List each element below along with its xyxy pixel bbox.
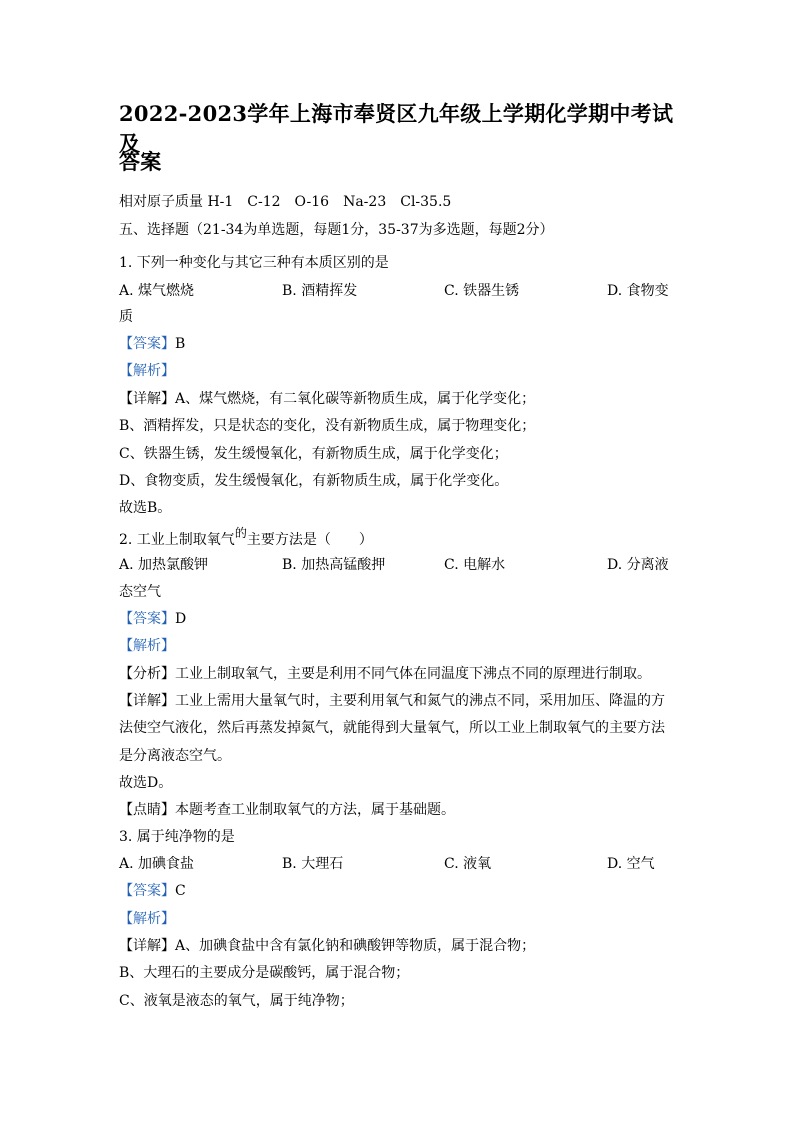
q2-option-c: C. 电解水: [444, 557, 506, 573]
q3-detail-text-1: A、加碘食盐中含有氯化钠和碘酸钾等物质，属于混合物；: [175, 938, 536, 954]
q1-answer-tag: 【答案】: [119, 336, 175, 352]
q1-detail-line-4: D、食物变质，发生缓慢氧化，有新物质生成，属于化学变化。: [119, 473, 509, 489]
q1-conclusion: 故选B。: [119, 500, 172, 516]
q1-detail-line-3: C、铁器生锈，发生缓慢氧化，有新物质生成，属于化学变化；: [119, 446, 508, 462]
section-heading: 五、选择题（21-34为单选题，每题1分，35-37为多选题，每题2分）: [119, 222, 554, 238]
q3-option-a: A. 加碘食盐: [119, 856, 195, 872]
q3-detail-tag: 【详解】: [119, 938, 175, 954]
q1-answer: [119, 333, 185, 353]
q1-option-c: C. 铁器生锈: [444, 283, 520, 299]
q3-option-b: B. 大理石: [282, 856, 344, 872]
q1-option-b: B. 酒精挥发: [282, 283, 358, 299]
q3-detail-line-2: B、大理石的主要成分是碳酸钙，属于混合物；: [119, 965, 410, 981]
q2-detail-text-1: 工业上需用大量氧气时，主要利用氧气和氮气的沸点不同，采用加压、降温的方: [175, 693, 665, 709]
q1-detail-text-1: A、煤气燃烧，有二氧化碳等新物质生成，属于化学变化；: [175, 391, 536, 407]
q2-detail-line-2: 法使空气液化，然后再蒸发掉氮气，就能得到大量氧气，所以工业上制取氧气的主要方法: [119, 720, 665, 736]
q1-option-a: A. 煤气燃烧: [119, 283, 195, 299]
q1-stem: 1. 下列一种变化与其它三种有本质区别的是: [119, 255, 389, 271]
q2-detail-line-1: [119, 690, 665, 710]
document-title-line-1: 2022-2023学年上海市奉贤区九年级上学期化学期中考试及: [119, 101, 674, 156]
q2-answer-value: D: [175, 611, 187, 627]
q2-answer-tag: 【答案】: [119, 611, 175, 627]
q3-answer-value: C: [175, 883, 186, 899]
q3-analysis-tag: 【解析】: [119, 911, 175, 927]
q2-detail-tag: 【详解】: [119, 693, 175, 709]
q2-fenxi: [119, 663, 651, 683]
q3-option-d: D. 空气: [607, 856, 655, 872]
q1-analysis-tag: 【解析】: [119, 363, 175, 379]
q1-detail-line-2: B、酒精挥发，只是状态的变化，没有新物质生成，属于物理变化；: [119, 418, 536, 434]
q2-option-d-wrap: 态空气: [119, 584, 161, 600]
q2-analysis-tag: 【解析】: [119, 638, 175, 654]
q2-fenxi-text: 工业上制取氧气，主要是利用不同气体在同温度下沸点不同的原理进行制取。: [175, 666, 651, 682]
q1-option-d: D. 食物变: [607, 283, 669, 299]
q2-stem-superscript: 的: [234, 526, 247, 540]
q2-dianjing-tag: 【点睛】: [119, 802, 175, 818]
q2-stem: [119, 526, 373, 549]
q1-detail-tag: 【详解】: [119, 391, 175, 407]
q3-option-c: C. 液氧: [444, 856, 492, 872]
q1-option-d-wrap: 质: [119, 309, 133, 325]
q2-answer: [119, 608, 186, 628]
q1-answer-value: B: [175, 336, 186, 352]
q3-stem: 3. 属于纯净物的是: [119, 829, 235, 845]
atomic-mass-line: 相对原子质量 H-1 C-12 O-16 Na-23 Cl-35.5: [119, 194, 452, 210]
q2-dianjing-text: 本题考查工业制取氧气的方法，属于基础题。: [175, 802, 455, 818]
q2-stem-text-a: 2. 工业上制取氧气: [119, 532, 235, 548]
q3-detail-line-1: [119, 935, 535, 955]
q2-option-a: A. 加热氯酸钾: [119, 557, 209, 573]
q3-answer-tag: 【答案】: [119, 883, 175, 899]
q2-option-b: B. 加热高锰酸押: [282, 557, 386, 573]
q2-stem-text-b: 主要方法是（ ）: [246, 532, 373, 548]
q2-conclusion: 故选D。: [119, 775, 173, 791]
q2-dianjing: [119, 799, 455, 819]
document-title-line-2: 答案: [119, 149, 162, 174]
q2-fenxi-tag: 【分析】: [119, 666, 175, 682]
q1-detail-line-1: [119, 388, 535, 408]
q2-detail-line-3: 是分离液态空气。: [119, 748, 231, 764]
q3-answer: [119, 880, 186, 900]
q3-detail-line-3: C、液氧是液态的氧气，属于纯净物；: [119, 993, 354, 1009]
q2-option-d: D. 分离液: [607, 557, 669, 573]
